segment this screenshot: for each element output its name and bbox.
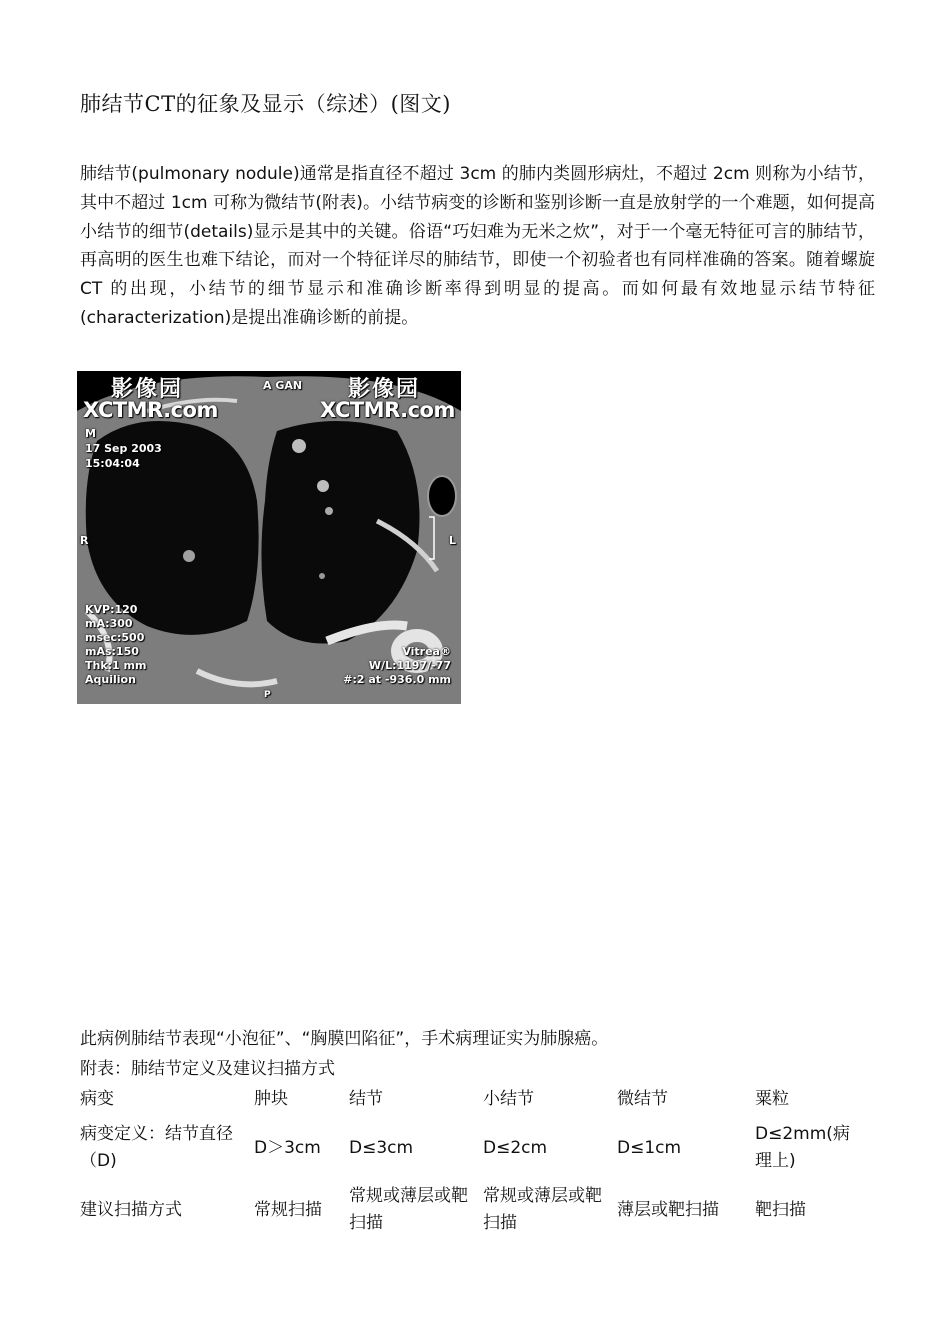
table-cell: 粟粒 [755,1089,789,1109]
scan-date: 17 Sep 2003 [85,442,162,455]
vitrea-label: Vitrea® [402,645,451,658]
window-level: W/L:1197/-77 [368,659,451,672]
document-title: 肺结节CT的征象及显示（综述）(图文) [80,92,451,116]
table-row-definition [76,1117,869,1179]
table-cell: D≤2mm(病理上) [755,1124,850,1171]
table-cell: 肿块 [254,1089,288,1109]
ct-scan-image [77,371,461,704]
table-cell: 靶扫描 [755,1199,806,1220]
table-cell: 建议扫描方式 [80,1199,182,1220]
table-cell: 病变 [80,1089,114,1109]
watermark-cn-right: 影像园 [348,377,421,402]
table-caption: 附表：肺结节定义及建议扫描方式 [80,1059,335,1079]
watermark-en-left: XCTMR.com [83,398,218,422]
table-cell: 小结节 [483,1089,534,1109]
case-caption: 此病例肺结节表现“小泡征”、“胸膜凹陷征”，手术病理证实为肺腺癌。 [80,1029,609,1049]
orientation-right: R [80,534,89,547]
table-cell: D≤1cm [617,1137,682,1158]
table-cell: 常规或薄层或靶扫描 [483,1186,602,1233]
watermark-cn-left: 影像园 [111,377,184,402]
slice-position: #:2 at -936.0 mm [343,673,451,686]
param-kvp: KVP:120 [85,603,138,616]
scan-time: 15:04:04 [85,457,140,470]
table-row-scan-method [76,1179,869,1241]
table-cell: 常规或薄层或靶扫描 [349,1186,468,1233]
watermark-en-right: XCTMR.com [320,398,455,422]
orientation-posterior: P [264,690,271,700]
table-cell: D≤2cm [483,1137,548,1158]
param-scanner: Aquilion [85,673,136,686]
orientation-left: L [449,534,457,547]
param-ma: mA:300 [85,617,133,630]
table-cell: 薄层或靶扫描 [617,1199,719,1220]
table-cell: D≤3cm [349,1137,414,1158]
gantry-label: A GAN [263,379,303,392]
table-cell: 病变定义：结节直径（D) [80,1124,233,1171]
table-header-row [76,1082,869,1117]
param-msec: msec:500 [85,631,145,644]
param-thickness: Thk:1 mm [85,659,147,672]
table-cell: 常规扫描 [254,1199,322,1220]
table-cell: 微结节 [617,1089,668,1109]
param-mas: mAs:150 [85,645,139,658]
table-cell: 结节 [349,1089,383,1109]
intro-paragraph: 肺结节(pulmonary nodule)通常是指直径不超过 3cm 的肺内类圆形病灶，不超过 2cm 则称为小结节，其中不超过 1cm 可称为微结节(附表)。小结节病变的诊断和鉴别诊断一直是放射学的一个难题，如何提高小结节的细节(details)显示是其中的关键。俗语“巧妇难为无米之炊”，对于一个毫无特征可言的肺结节，再高明的医生也难下结论，而对一个特征详尽的肺结节，即使一个初验者也有同样准确的答案。随着螺旋 CT 的出现，小结节的细节显示和准确诊断率得到明显的提高。而如何最有效地显示结节特征(characterization)是提出准确诊断的前提。 [80,164,875,328]
table-cell: D＞3cm [254,1137,321,1158]
patient-sex: M [85,427,96,440]
nodule-definition-table [76,1082,869,1241]
